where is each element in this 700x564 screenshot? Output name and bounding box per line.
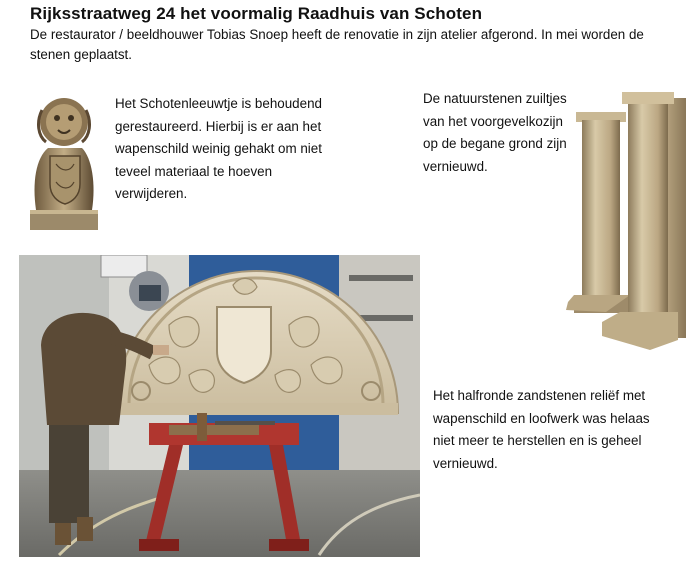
stone-columns-photo: [566, 90, 690, 354]
lion-description: Het Schotenleeuwtje is behoudend gerestaureerd. Hierbij is er aan het wapenschild weinig gehakt om niet teveel materiaal te hoeven verwijderen.: [115, 96, 322, 201]
relief-description: Het halfronde zandstenen reliëf met wapenschild en loofwerk was helaas niet meer te herstellen en is geheel vernieuwd.: [433, 388, 650, 471]
workshop-relief-photo: [19, 255, 420, 557]
page-title: Rijksstraatweg 24 het voormalig Raadhuis van Schoten: [30, 4, 483, 23]
lion-statue-photo: [26, 92, 102, 234]
columns-description: De natuurstenen zuiltjes van het voorgevelkozijn op de begane grond zijn vernieuwd.: [423, 91, 567, 174]
intro-paragraph: De restaurator / beeldhouwer Tobias Snoep heeft de renovatie in zijn atelier afgerond. In mei worden de stenen geplaatst.: [30, 27, 644, 62]
